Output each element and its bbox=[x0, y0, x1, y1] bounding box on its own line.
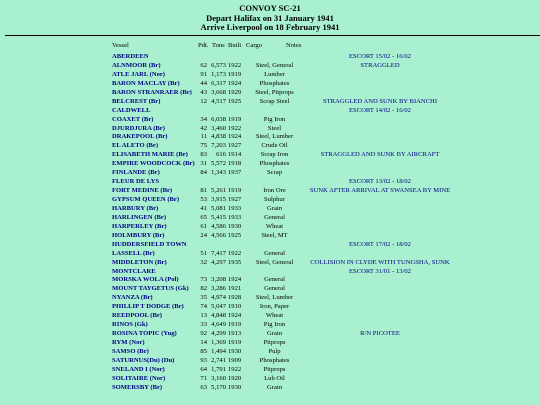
table-row bbox=[0, 259, 540, 268]
vessel-name: ABERDEEN bbox=[112, 53, 149, 60]
vessel-pdt: 12 bbox=[200, 97, 207, 105]
vessel-tons: 5,572 bbox=[211, 160, 226, 168]
vessel-built: 1920 bbox=[228, 374, 242, 382]
vessel-cargo: Pig Iron bbox=[263, 321, 286, 329]
vessel-cargo: Lub Oil bbox=[264, 374, 285, 382]
vessel-name: SOLITAIRE (Nor) bbox=[112, 374, 166, 382]
vessel-pdt: 51 bbox=[200, 249, 207, 257]
table-row bbox=[0, 330, 540, 339]
vessel-name: GYPSUM QUEEN (Br) bbox=[112, 196, 180, 203]
table-row bbox=[0, 241, 540, 250]
vessel-tons: 5,047 bbox=[211, 303, 226, 311]
table-row bbox=[0, 303, 540, 312]
vessel-cargo: Pitprops bbox=[263, 339, 286, 346]
table-row bbox=[0, 196, 540, 205]
vessel-pdt: 83 bbox=[200, 151, 207, 159]
table-row bbox=[0, 375, 540, 384]
table-row bbox=[0, 80, 540, 89]
vessel-built: 1925 bbox=[228, 97, 242, 105]
departure-line: Depart Halifax on 31 January 1941 bbox=[206, 12, 334, 23]
vessel-name: BARON STRANRAER (Br) bbox=[112, 88, 192, 96]
vessel-tons: 3,160 bbox=[211, 374, 226, 382]
vessel-built: 1913 bbox=[228, 330, 242, 338]
vessel-built: 1922 bbox=[228, 124, 242, 132]
vessel-pdt: 61 bbox=[200, 222, 207, 230]
vessel-built: 1924 bbox=[228, 276, 242, 284]
vessel-cargo: Lumber bbox=[264, 70, 285, 78]
vessel-built: 1921 bbox=[228, 285, 242, 293]
vessel-cargo: Scrap bbox=[266, 169, 282, 177]
table-row bbox=[0, 169, 540, 178]
vessel-cargo: Wheat bbox=[265, 222, 284, 230]
vessel-pdt: 65 bbox=[200, 213, 207, 221]
vessel-pdt: 85 bbox=[200, 347, 207, 355]
table-row bbox=[0, 53, 540, 62]
vessel-tons: 7,417 bbox=[211, 249, 226, 257]
vessel-tons: 1,494 bbox=[211, 347, 226, 355]
vessel-built: 1933 bbox=[228, 213, 242, 221]
vessel-name: HUDDERSFIELD TOWN bbox=[112, 240, 187, 248]
vessel-built: 1929 bbox=[228, 88, 242, 96]
vessel-built: 1924 bbox=[228, 312, 242, 320]
table-row bbox=[0, 98, 540, 107]
vessel-pdt: 35 bbox=[200, 294, 207, 302]
vessel-pdt: 42 bbox=[200, 124, 207, 132]
vessel-pdt: 13 bbox=[200, 312, 207, 320]
vessel-tons: 4,848 bbox=[211, 312, 226, 320]
vessel-name: HARPERLEY (Br) bbox=[112, 222, 167, 230]
vessel-cargo: Steel, Pitprops bbox=[255, 88, 294, 96]
vessel-table bbox=[0, 53, 540, 393]
vessel-tons: 1,791 bbox=[211, 365, 226, 373]
vessel-tons: 3,286 bbox=[211, 285, 226, 293]
vessel-tons: 3,460 bbox=[211, 124, 226, 132]
vessel-pdt: 75 bbox=[200, 142, 207, 150]
table-row bbox=[0, 312, 540, 321]
vessel-name: ELISABETH MARIE (Br) bbox=[112, 151, 188, 159]
vessel-built: 1937 bbox=[228, 169, 242, 177]
vessel-name: HOLMBURY (Br) bbox=[112, 231, 165, 239]
vessel-name: BELCREST (Br) bbox=[112, 97, 161, 105]
vessel-name: MIDDLETON (Br) bbox=[112, 258, 167, 266]
vessel-name: HARBURY (Br) bbox=[112, 204, 159, 212]
vessel-pdt: 34 bbox=[200, 115, 207, 123]
vessel-built: 1910 bbox=[228, 303, 242, 311]
vessel-pdt: 93 bbox=[200, 356, 207, 364]
table-row bbox=[0, 223, 540, 232]
vessel-cargo: Sulphur bbox=[264, 196, 285, 203]
vessel-built: 1930 bbox=[228, 222, 242, 230]
vessel-cargo: Wheat bbox=[265, 312, 284, 320]
vessel-cargo: Crude Oil bbox=[261, 142, 288, 150]
vessel-built: 1922 bbox=[228, 249, 242, 257]
header-pdt: Pdt. bbox=[198, 42, 209, 49]
vessel-cargo: Grain bbox=[266, 383, 282, 391]
vessel-name: RYM (Nor) bbox=[112, 339, 145, 346]
vessel-notes: ESCORT 17/02 - 18/02 bbox=[349, 240, 411, 248]
vessel-pdt: 82 bbox=[200, 285, 207, 293]
vessel-pdt: 73 bbox=[200, 276, 207, 284]
vessel-name: RINOS (Gk) bbox=[112, 321, 148, 329]
vessel-cargo: Pig Iron bbox=[263, 115, 286, 123]
table-row bbox=[0, 348, 540, 357]
vessel-cargo: Steel, MT bbox=[261, 231, 288, 239]
table-row bbox=[0, 116, 540, 125]
vessel-name: FORT MEDINE (Br) bbox=[112, 187, 173, 195]
vessel-cargo: Steel, Lumber bbox=[255, 294, 294, 302]
vessel-tons: 5,261 bbox=[211, 187, 226, 195]
vessel-name: BARON MACLAY (Br) bbox=[112, 79, 180, 87]
vessel-cargo: General bbox=[264, 249, 285, 257]
vessel-cargo: General bbox=[264, 276, 285, 284]
vessel-built: 1919 bbox=[228, 115, 242, 123]
vessel-notes: ESCORT 15/02 - 16/02 bbox=[349, 53, 411, 60]
vessel-cargo: Steel, General bbox=[255, 61, 294, 69]
vessel-name: LASSELL (Br) bbox=[112, 249, 155, 257]
vessel-name: CALDWELL bbox=[112, 106, 151, 114]
table-row bbox=[0, 71, 540, 80]
table-row bbox=[0, 285, 540, 294]
vessel-tons: 1,173 bbox=[211, 70, 226, 78]
vessel-cargo: Iron, Paper bbox=[259, 303, 290, 311]
vessel-tons: 3,668 bbox=[211, 88, 226, 96]
vessel-built: 1909 bbox=[228, 356, 242, 364]
vessel-notes: ESCORT 13/02 - 18/02 bbox=[349, 178, 411, 186]
vessel-name: ATLE JARL (Nor) bbox=[112, 70, 165, 78]
header-divider bbox=[5, 35, 540, 36]
vessel-cargo: Pulp bbox=[268, 347, 281, 355]
vessel-cargo: Phosphates bbox=[259, 356, 290, 364]
vessel-built: 1919 bbox=[228, 70, 242, 78]
vessel-pdt: 43 bbox=[200, 88, 207, 96]
vessel-pdt: 92 bbox=[200, 330, 207, 338]
vessel-cargo: General bbox=[264, 285, 285, 293]
vessel-tons: 7,203 bbox=[211, 142, 226, 150]
table-row bbox=[0, 294, 540, 303]
vessel-name: SNELAND I (Nor) bbox=[112, 365, 165, 373]
vessel-notes: COLLISION IN CLYDE WITH TUNGSHA, SUNK bbox=[310, 258, 450, 266]
vessel-cargo: Iron Ore bbox=[263, 187, 286, 195]
vessel-name: REEDPOOL (Br) bbox=[112, 312, 163, 320]
vessel-pdt: 64 bbox=[200, 365, 207, 373]
header-built: Built bbox=[228, 42, 242, 49]
vessel-tons: 6,317 bbox=[211, 79, 226, 87]
vessel-pdt: 33 bbox=[200, 321, 207, 329]
vessel-name: MORSKA WOLA (Pol) bbox=[112, 276, 179, 284]
vessel-cargo: Scrap Iron bbox=[260, 151, 289, 159]
vessel-built: 1919 bbox=[228, 187, 242, 195]
vessel-built: 1928 bbox=[228, 294, 242, 302]
vessel-notes: STRAGGLED AND SUNK BY AIRCRAFT bbox=[320, 151, 440, 159]
table-row bbox=[0, 232, 540, 241]
header-vessel: Vessel bbox=[112, 42, 129, 49]
vessel-pdt: 91 bbox=[200, 70, 207, 78]
vessel-built: 1919 bbox=[228, 321, 242, 329]
table-row bbox=[0, 125, 540, 134]
vessel-pdt: 24 bbox=[200, 231, 207, 239]
vessel-built: 1935 bbox=[228, 258, 242, 266]
vessel-tons: 3,208 bbox=[211, 276, 226, 284]
vessel-cargo: General bbox=[264, 213, 285, 221]
table-row bbox=[0, 268, 540, 277]
vessel-tons: 4,586 bbox=[211, 222, 226, 230]
vessel-pdt: 53 bbox=[200, 196, 207, 203]
table-row bbox=[0, 142, 540, 151]
vessel-tons: 4,299 bbox=[211, 330, 226, 338]
vessel-notes: ESCORT 31/01 - 13/02 bbox=[349, 267, 411, 275]
vessel-tons: 4,566 bbox=[211, 231, 226, 239]
table-row bbox=[0, 62, 540, 71]
table-row bbox=[0, 178, 540, 187]
vessel-cargo: Grain bbox=[266, 330, 282, 338]
vessel-built: 1914 bbox=[228, 151, 242, 159]
vessel-tons: 5,415 bbox=[211, 213, 226, 221]
vessel-built: 1930 bbox=[228, 383, 242, 391]
vessel-pdt: 32 bbox=[200, 258, 207, 266]
vessel-name: DRAKEPOOL (Br) bbox=[112, 133, 168, 141]
vessel-pdt: 14 bbox=[200, 339, 207, 346]
vessel-tons: 2,741 bbox=[211, 356, 226, 364]
vessel-tons: 5,170 bbox=[211, 383, 226, 391]
vessel-name: EMPIRE WOODCOCK (Br) bbox=[112, 160, 195, 168]
table-row bbox=[0, 384, 540, 393]
vessel-cargo: Steel, General bbox=[255, 258, 294, 266]
vessel-tons: 4,297 bbox=[211, 258, 226, 266]
vessel-name: MOUNT TAYGETUS (Gk) bbox=[112, 285, 189, 293]
vessel-pdt: 84 bbox=[200, 169, 207, 177]
table-row bbox=[0, 250, 540, 259]
vessel-name: MONTCLARE bbox=[112, 267, 156, 275]
vessel-built: 1918 bbox=[228, 160, 242, 168]
header-cargo: Cargo bbox=[246, 42, 262, 49]
table-row bbox=[0, 89, 540, 98]
vessel-name: HARLINGEN (Br) bbox=[112, 213, 167, 221]
vessel-tons: 6,038 bbox=[211, 115, 226, 123]
vessel-notes: STRAGGLED AND SUNK BY BIANCHI bbox=[322, 97, 438, 105]
vessel-pdt: 11 bbox=[200, 133, 207, 141]
vessel-name: PHILLIP T DODGE (Br) bbox=[112, 303, 184, 311]
vessel-notes: STRAGGLED bbox=[360, 61, 400, 69]
vessel-cargo: Phosphates bbox=[259, 160, 290, 168]
vessel-name: EL ALETO (Br) bbox=[112, 142, 159, 150]
table-row bbox=[0, 107, 540, 116]
vessel-tons: 4,974 bbox=[211, 294, 226, 302]
vessel-cargo: Scrap Steel bbox=[259, 97, 290, 105]
vessel-name: SAMSO (Br) bbox=[112, 347, 149, 355]
table-row bbox=[0, 151, 540, 160]
table-row bbox=[0, 133, 540, 142]
vessel-name: NYANZA (Br) bbox=[112, 294, 153, 302]
vessel-name: ALNMOOR (Br) bbox=[112, 61, 161, 69]
vessel-tons: 1,343 bbox=[211, 169, 226, 177]
table-row bbox=[0, 321, 540, 330]
vessel-cargo: Steel bbox=[267, 124, 282, 132]
table-row bbox=[0, 187, 540, 196]
vessel-name: ROSINA TOPIC (Yug) bbox=[112, 330, 177, 338]
vessel-name: FINLANDE (Br) bbox=[112, 169, 160, 177]
arrival-line: Arrive Liverpool on 18 February 1941 bbox=[200, 22, 340, 32]
vessel-tons: 5,081 bbox=[211, 204, 226, 212]
vessel-tons: 4,838 bbox=[211, 133, 226, 141]
vessel-cargo: Pitprops bbox=[263, 365, 286, 373]
vessel-pdt: 31 bbox=[200, 160, 207, 168]
vessel-name: SOMERSBY (Br) bbox=[112, 383, 163, 391]
vessel-built: 1919 bbox=[228, 339, 242, 346]
vessel-pdt: 71 bbox=[200, 374, 207, 382]
table-row bbox=[0, 160, 540, 169]
vessel-name: SATURNUS(Du) (Du) bbox=[112, 356, 175, 364]
vessel-pdt: 63 bbox=[200, 383, 207, 391]
table-row bbox=[0, 276, 540, 285]
vessel-tons: 3,915 bbox=[211, 196, 226, 203]
vessel-pdt: 41 bbox=[200, 204, 207, 212]
vessel-built: 1933 bbox=[228, 204, 242, 212]
table-row bbox=[0, 366, 540, 375]
header-tons: Tons bbox=[212, 42, 225, 49]
vessel-built: 1927 bbox=[228, 142, 242, 150]
vessel-built: 1922 bbox=[228, 365, 242, 373]
vessel-tons: 6,573 bbox=[211, 61, 226, 69]
vessel-tons: 4,649 bbox=[211, 321, 226, 329]
vessel-built: 1925 bbox=[228, 231, 242, 239]
vessel-tons: 4,517 bbox=[211, 97, 226, 105]
vessel-name: FLEUR DE LYS bbox=[112, 178, 160, 186]
vessel-tons: 1,369 bbox=[211, 339, 226, 346]
vessel-built: 1922 bbox=[228, 61, 242, 69]
vessel-pdt: 74 bbox=[200, 303, 207, 311]
vessel-built: 1924 bbox=[228, 133, 242, 141]
vessel-cargo: Steel, Lumber bbox=[255, 133, 294, 141]
vessel-pdt: 62 bbox=[200, 61, 207, 69]
vessel-cargo: Grain bbox=[266, 204, 282, 212]
table-row bbox=[0, 357, 540, 366]
table-row bbox=[0, 205, 540, 214]
vessel-cargo: Phosphates bbox=[259, 79, 290, 87]
page-title bbox=[0, 4, 540, 33]
table-row bbox=[0, 339, 540, 348]
table-row bbox=[0, 214, 540, 223]
vessel-tons: 616 bbox=[216, 151, 226, 159]
vessel-built: 1924 bbox=[228, 79, 242, 87]
vessel-notes: SUNK AFTER ARRIVAL AT SWANSEA BY MINE bbox=[309, 187, 451, 195]
vessel-built: 1927 bbox=[228, 196, 242, 203]
vessel-name: DJURDJURA (Br) bbox=[112, 124, 165, 132]
vessel-name: COAXET (Br) bbox=[112, 115, 154, 123]
vessel-notes: ESCORT 14/02 - 16/02 bbox=[349, 106, 411, 114]
vessel-built: 1930 bbox=[228, 347, 242, 355]
vessel-notes: R/N PICOTEE bbox=[360, 330, 400, 338]
header-notes: Notes bbox=[286, 42, 302, 49]
convoy-title: CONVOY SC-21 bbox=[239, 3, 301, 13]
vessel-pdt: 81 bbox=[200, 187, 207, 195]
vessel-pdt: 44 bbox=[200, 79, 207, 87]
